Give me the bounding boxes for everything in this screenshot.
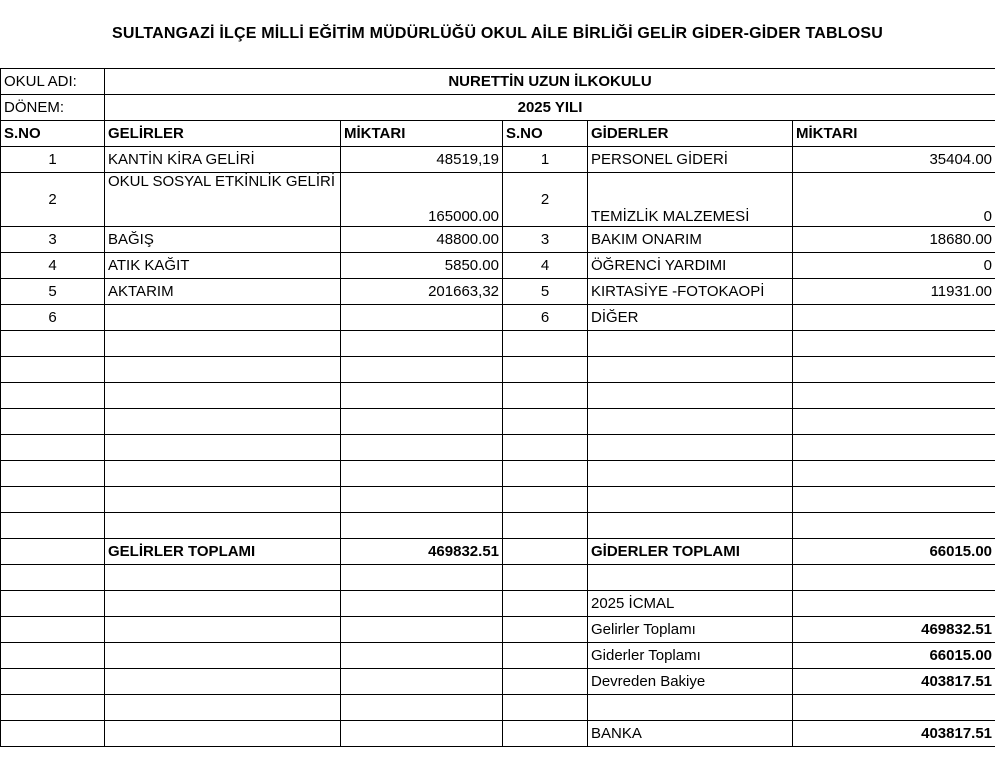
expense-amount: 11931.00 xyxy=(793,279,995,305)
income-item: ATIK KAĞIT xyxy=(105,253,341,279)
header-expense-amount: MİKTARI xyxy=(793,121,995,147)
summary-expense-value: 66015.00 xyxy=(793,643,995,669)
summary-bank-label: BANKA xyxy=(588,721,793,747)
income-amount xyxy=(341,305,503,331)
summary-balance-label: Devreden Bakiye xyxy=(588,669,793,695)
table-row xyxy=(1,279,995,305)
expense-row-number: 6 xyxy=(503,305,588,331)
income-item: AKTARIM xyxy=(105,279,341,305)
summary-heading-row xyxy=(1,591,995,617)
table-row xyxy=(1,305,995,331)
income-amount: 201663,32 xyxy=(341,279,503,305)
expense-row-number: 4 xyxy=(503,253,588,279)
empty-row xyxy=(1,513,995,539)
period-value: 2025 YILI xyxy=(105,95,995,121)
expense-row-number: 1 xyxy=(503,147,588,173)
income-amount: 48519,19 xyxy=(341,147,503,173)
header-sno: S.NO xyxy=(1,121,105,147)
table-row xyxy=(1,227,995,253)
summary-balance-value: 403817.51 xyxy=(793,669,995,695)
school-row xyxy=(1,69,995,95)
summary-heading: 2025 İCMAL xyxy=(588,591,793,617)
header-income-amount: MİKTARI xyxy=(341,121,503,147)
school-name: NURETTİN UZUN İLKOKULU xyxy=(105,69,995,95)
summary-bank-row xyxy=(1,721,995,747)
income-item: KANTİN KİRA GELİRİ xyxy=(105,147,341,173)
header-income: GELİRLER xyxy=(105,121,341,147)
empty-row xyxy=(1,357,995,383)
income-amount: 48800.00 xyxy=(341,227,503,253)
income-total-label: GELİRLER TOPLAMI xyxy=(105,539,341,565)
expense-amount: 0 xyxy=(793,173,995,227)
row-number: 4 xyxy=(1,253,105,279)
income-amount: 5850.00 xyxy=(341,253,503,279)
expense-item: PERSONEL GİDERİ xyxy=(588,147,793,173)
spacer-row xyxy=(1,565,995,591)
expense-amount: 35404.00 xyxy=(793,147,995,173)
summary-income-label: Gelirler Toplamı xyxy=(588,617,793,643)
row-number: 6 xyxy=(1,305,105,331)
expense-total-label: GİDERLER TOPLAMI xyxy=(588,539,793,565)
expense-item: TEMİZLİK MALZEMESİ xyxy=(588,173,793,227)
spacer-row xyxy=(1,695,995,721)
table-row xyxy=(1,253,995,279)
empty-row xyxy=(1,435,995,461)
summary-expense-label: Giderler Toplamı xyxy=(588,643,793,669)
header-expense: GİDERLER xyxy=(588,121,793,147)
income-expense-table xyxy=(0,68,995,747)
expense-amount xyxy=(793,305,995,331)
summary-balance-row xyxy=(1,669,995,695)
expense-amount: 18680.00 xyxy=(793,227,995,253)
expense-item: KIRTASİYE -FOTOKAOPİ xyxy=(588,279,793,305)
empty-row xyxy=(1,383,995,409)
expense-row-number: 5 xyxy=(503,279,588,305)
header-sno-2: S.NO xyxy=(503,121,588,147)
income-item xyxy=(105,305,341,331)
expense-total-value: 66015.00 xyxy=(793,539,995,565)
table-row xyxy=(1,147,995,173)
income-amount: 165000.00 xyxy=(341,173,503,227)
income-item: OKUL SOSYAL ETKİNLİK GELİRİ xyxy=(105,173,341,227)
income-total-value: 469832.51 xyxy=(341,539,503,565)
expense-item: BAKIM ONARIM xyxy=(588,227,793,253)
header-row xyxy=(1,121,995,147)
empty-row xyxy=(1,487,995,513)
summary-bank-value: 403817.51 xyxy=(793,721,995,747)
empty-row xyxy=(1,331,995,357)
income-item: BAĞIŞ xyxy=(105,227,341,253)
page-title: SULTANGAZİ İLÇE MİLLİ EĞİTİM MÜDÜRLÜĞÜ OKUL AİLE BİRLİĞİ GELİR GİDER-GİDER TABLOSU xyxy=(111,25,884,42)
table-row xyxy=(1,173,995,227)
expense-amount: 0 xyxy=(793,253,995,279)
school-label: OKUL ADI: xyxy=(1,69,105,95)
totals-row xyxy=(1,539,995,565)
empty-row xyxy=(1,409,995,435)
row-number: 2 xyxy=(1,173,105,227)
row-number: 5 xyxy=(1,279,105,305)
expense-item: ÖĞRENCİ YARDIMI xyxy=(588,253,793,279)
expense-item: DİĞER xyxy=(588,305,793,331)
period-row xyxy=(1,95,995,121)
row-number: 3 xyxy=(1,227,105,253)
summary-income-value: 469832.51 xyxy=(793,617,995,643)
empty-row xyxy=(1,461,995,487)
summary-income-row xyxy=(1,617,995,643)
expense-row-number: 2 xyxy=(503,173,588,227)
row-number: 1 xyxy=(1,147,105,173)
expense-row-number: 3 xyxy=(503,227,588,253)
summary-expense-row xyxy=(1,643,995,669)
period-label: DÖNEM: xyxy=(1,95,105,121)
